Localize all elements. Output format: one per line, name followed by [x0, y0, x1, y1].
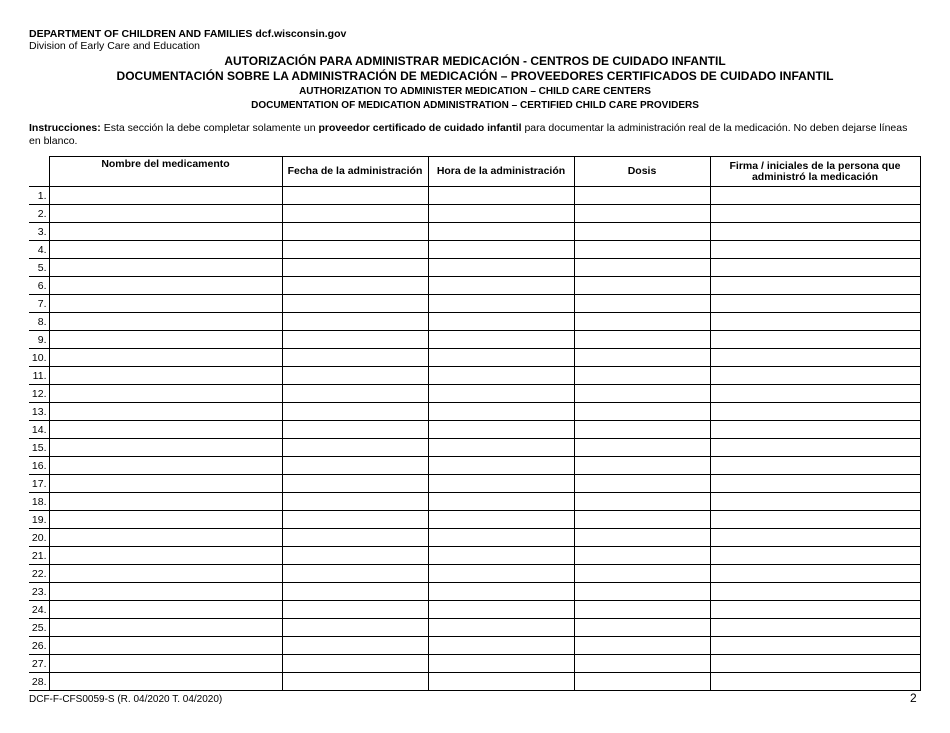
- date-cell[interactable]: [282, 529, 428, 547]
- table-row: [29, 295, 920, 313]
- table-row: [29, 457, 920, 475]
- row-number: 8.: [29, 313, 49, 331]
- dose-cell[interactable]: [574, 583, 710, 601]
- row-number: 12.: [29, 385, 49, 403]
- table-header-row: [29, 157, 920, 187]
- medication-name-cell[interactable]: [49, 385, 282, 403]
- table-row: [29, 439, 920, 457]
- row-number: 17.: [29, 475, 49, 493]
- date-cell[interactable]: [282, 511, 428, 529]
- row-number: 21.: [29, 547, 49, 565]
- table-row: [29, 223, 920, 241]
- dose-cell[interactable]: [574, 493, 710, 511]
- time-cell[interactable]: [428, 457, 574, 475]
- row-number: 11.: [29, 367, 49, 385]
- row-number: 1.: [29, 187, 49, 205]
- signature-cell[interactable]: [710, 583, 920, 601]
- table-row: [29, 313, 920, 331]
- time-cell[interactable]: [428, 565, 574, 583]
- table-row: [29, 349, 920, 367]
- table-row: [29, 421, 920, 439]
- time-cell[interactable]: [428, 313, 574, 331]
- time-cell[interactable]: [428, 223, 574, 241]
- row-number-header: [29, 157, 49, 187]
- table-row: [29, 655, 920, 673]
- signature-cell[interactable]: [710, 349, 920, 367]
- date-cell[interactable]: [282, 547, 428, 565]
- row-number: 16.: [29, 457, 49, 475]
- row-number: 14.: [29, 421, 49, 439]
- table-row: [29, 241, 920, 259]
- table-row: [29, 637, 920, 655]
- medication-name-cell[interactable]: [49, 493, 282, 511]
- time-cell[interactable]: [428, 295, 574, 313]
- date-cell[interactable]: [282, 367, 428, 385]
- form-number: DCF-F-CFS0059-S (R. 04/2020 T. 04/2020): [29, 694, 223, 705]
- column-header-dose: Dosis: [574, 157, 710, 187]
- signature-cell[interactable]: [710, 547, 920, 565]
- dose-cell[interactable]: [574, 619, 710, 637]
- dose-cell[interactable]: [574, 313, 710, 331]
- date-cell[interactable]: [282, 493, 428, 511]
- dose-cell[interactable]: [574, 655, 710, 673]
- table-row: [29, 385, 920, 403]
- dose-cell[interactable]: [574, 187, 710, 205]
- date-cell[interactable]: [282, 187, 428, 205]
- date-cell[interactable]: [282, 331, 428, 349]
- time-cell[interactable]: [428, 655, 574, 673]
- signature-cell[interactable]: [710, 259, 920, 277]
- signature-cell[interactable]: [710, 385, 920, 403]
- date-cell[interactable]: [282, 295, 428, 313]
- dose-cell[interactable]: [574, 241, 710, 259]
- signature-cell[interactable]: [710, 331, 920, 349]
- table-row: [29, 259, 920, 277]
- row-number: 7.: [29, 295, 49, 313]
- signature-cell[interactable]: [710, 223, 920, 241]
- signature-cell[interactable]: [710, 277, 920, 295]
- title-english-authorization: AUTHORIZATION TO ADMINISTER MEDICATION – CHILD CARE CENTERS: [299, 86, 651, 97]
- row-number: 27.: [29, 655, 49, 673]
- time-cell[interactable]: [428, 385, 574, 403]
- time-cell[interactable]: [428, 349, 574, 367]
- time-cell[interactable]: [428, 583, 574, 601]
- medication-name-cell[interactable]: [49, 565, 282, 583]
- instructions-bold-text: proveedor certificado de cuidado infantil: [318, 122, 522, 134]
- time-cell[interactable]: [428, 637, 574, 655]
- table-row: [29, 475, 920, 493]
- row-number: 18.: [29, 493, 49, 511]
- form-titles: [0, 54, 950, 112]
- instructions-text-after: para documentar la administración real de la medicación. No deben dejarse líneas en blanco.: [29, 122, 908, 147]
- table-row: [29, 511, 920, 529]
- date-cell[interactable]: [282, 457, 428, 475]
- date-cell[interactable]: [282, 385, 428, 403]
- signature-cell[interactable]: [710, 421, 920, 439]
- row-number: 3.: [29, 223, 49, 241]
- dose-cell[interactable]: [574, 295, 710, 313]
- time-cell[interactable]: [428, 403, 574, 421]
- row-number: 19.: [29, 511, 49, 529]
- date-cell[interactable]: [282, 259, 428, 277]
- time-cell[interactable]: [428, 475, 574, 493]
- medication-name-cell[interactable]: [49, 403, 282, 421]
- medication-name-cell[interactable]: [49, 583, 282, 601]
- date-cell[interactable]: [282, 565, 428, 583]
- dose-cell[interactable]: [574, 421, 710, 439]
- title-english-documentation: DOCUMENTATION OF MEDICATION ADMINISTRATION – CERTIFIED CHILD CARE PROVIDERS: [251, 100, 699, 111]
- medication-name-cell[interactable]: [49, 619, 282, 637]
- time-cell[interactable]: [428, 187, 574, 205]
- medication-name-cell[interactable]: [49, 223, 282, 241]
- date-cell[interactable]: [282, 619, 428, 637]
- row-number: 5.: [29, 259, 49, 277]
- page-number: 2: [910, 691, 917, 705]
- row-number: 28.: [29, 673, 49, 691]
- time-cell[interactable]: [428, 277, 574, 295]
- dose-cell[interactable]: [574, 439, 710, 457]
- signature-cell[interactable]: [710, 655, 920, 673]
- row-number: 20.: [29, 529, 49, 547]
- date-cell[interactable]: [282, 349, 428, 367]
- medication-name-cell[interactable]: [49, 259, 282, 277]
- dose-cell[interactable]: [574, 403, 710, 421]
- row-number: 23.: [29, 583, 49, 601]
- signature-cell[interactable]: [710, 511, 920, 529]
- medication-name-cell[interactable]: [49, 241, 282, 259]
- dose-cell[interactable]: [574, 367, 710, 385]
- medication-name-cell[interactable]: [49, 331, 282, 349]
- time-cell[interactable]: [428, 439, 574, 457]
- medication-log-table: [29, 156, 921, 691]
- date-cell[interactable]: [282, 655, 428, 673]
- signature-cell[interactable]: [710, 313, 920, 331]
- time-cell[interactable]: [428, 547, 574, 565]
- date-cell[interactable]: [282, 583, 428, 601]
- row-number: 2.: [29, 205, 49, 223]
- title-spanish-authorization: AUTORIZACIÓN PARA ADMINISTRAR MEDICACIÓN - CENTROS DE CUIDADO INFANTIL: [224, 54, 726, 68]
- medication-name-cell[interactable]: [49, 367, 282, 385]
- signature-cell[interactable]: [710, 187, 920, 205]
- medication-name-cell[interactable]: [49, 421, 282, 439]
- department-name: DEPARTMENT OF CHILDREN AND FAMILIES dcf.wisconsin.gov: [29, 28, 347, 40]
- time-cell[interactable]: [428, 241, 574, 259]
- time-cell[interactable]: [428, 259, 574, 277]
- date-cell[interactable]: [282, 637, 428, 655]
- dose-cell[interactable]: [574, 601, 710, 619]
- row-number: 9.: [29, 331, 49, 349]
- date-cell[interactable]: [282, 439, 428, 457]
- signature-cell[interactable]: [710, 367, 920, 385]
- dose-cell[interactable]: [574, 529, 710, 547]
- medication-name-cell[interactable]: [49, 655, 282, 673]
- signature-cell[interactable]: [710, 403, 920, 421]
- table-row: [29, 601, 920, 619]
- row-number: 25.: [29, 619, 49, 637]
- date-cell[interactable]: [282, 403, 428, 421]
- instructions-label: Instrucciones:: [29, 122, 101, 134]
- signature-cell[interactable]: [710, 619, 920, 637]
- medication-name-cell[interactable]: [49, 277, 282, 295]
- time-cell[interactable]: [428, 619, 574, 637]
- signature-cell[interactable]: [710, 529, 920, 547]
- medication-name-cell[interactable]: [49, 511, 282, 529]
- dose-cell[interactable]: [574, 547, 710, 565]
- date-cell[interactable]: [282, 475, 428, 493]
- medication-name-cell[interactable]: [49, 529, 282, 547]
- signature-cell[interactable]: [710, 601, 920, 619]
- medication-name-cell[interactable]: [49, 457, 282, 475]
- signature-cell[interactable]: [710, 673, 920, 691]
- table-row: [29, 331, 920, 349]
- medication-name-cell[interactable]: [49, 475, 282, 493]
- division-name: Division of Early Care and Education: [29, 40, 201, 52]
- row-number: 10.: [29, 349, 49, 367]
- time-cell[interactable]: [428, 493, 574, 511]
- signature-cell[interactable]: [710, 295, 920, 313]
- dose-cell[interactable]: [574, 205, 710, 223]
- time-cell[interactable]: [428, 205, 574, 223]
- table-row: [29, 529, 920, 547]
- signature-cell[interactable]: [710, 475, 920, 493]
- date-cell[interactable]: [282, 313, 428, 331]
- dose-cell[interactable]: [574, 475, 710, 493]
- signature-cell[interactable]: [710, 205, 920, 223]
- medication-name-cell[interactable]: [49, 673, 282, 691]
- time-cell[interactable]: [428, 331, 574, 349]
- row-number: 26.: [29, 637, 49, 655]
- row-number: 13.: [29, 403, 49, 421]
- medication-name-cell[interactable]: [49, 439, 282, 457]
- table-row: [29, 565, 920, 583]
- column-header-time: Hora de la administración: [428, 157, 574, 187]
- medication-name-cell[interactable]: [49, 637, 282, 655]
- column-header-medication-name: Nombre del medicamento: [49, 157, 282, 187]
- signature-cell[interactable]: [710, 457, 920, 475]
- row-number: 24.: [29, 601, 49, 619]
- signature-cell[interactable]: [710, 439, 920, 457]
- dose-cell[interactable]: [574, 259, 710, 277]
- dose-cell[interactable]: [574, 277, 710, 295]
- row-number: 4.: [29, 241, 49, 259]
- table-row: [29, 493, 920, 511]
- instructions: [29, 122, 919, 148]
- dose-cell[interactable]: [574, 637, 710, 655]
- table-row: [29, 403, 920, 421]
- column-header-signature: Firma / iniciales de la persona que administró la medicación: [710, 157, 920, 187]
- row-number: 15.: [29, 439, 49, 457]
- dose-cell[interactable]: [574, 223, 710, 241]
- table-row: [29, 205, 920, 223]
- row-number: 22.: [29, 565, 49, 583]
- row-number: 6.: [29, 277, 49, 295]
- time-cell[interactable]: [428, 673, 574, 691]
- dose-cell[interactable]: [574, 565, 710, 583]
- medication-name-cell[interactable]: [49, 187, 282, 205]
- date-cell[interactable]: [282, 673, 428, 691]
- dose-cell[interactable]: [574, 511, 710, 529]
- signature-cell[interactable]: [710, 241, 920, 259]
- table-row: [29, 547, 920, 565]
- table-row: [29, 277, 920, 295]
- time-cell[interactable]: [428, 529, 574, 547]
- date-cell[interactable]: [282, 601, 428, 619]
- medication-name-cell[interactable]: [49, 349, 282, 367]
- dose-cell[interactable]: [574, 385, 710, 403]
- date-cell[interactable]: [282, 277, 428, 295]
- table-row: [29, 619, 920, 637]
- date-cell[interactable]: [282, 223, 428, 241]
- title-spanish-documentation: DOCUMENTACIÓN SOBRE LA ADMINISTRACIÓN DE MEDICACIÓN – PROVEEDORES CERTIFICADOS DE CUIDADO INFANTIL: [116, 69, 834, 83]
- table-row: [29, 673, 920, 691]
- instructions-text-before: Esta sección la debe completar solamente un: [103, 122, 316, 134]
- time-cell[interactable]: [428, 511, 574, 529]
- table-row: [29, 187, 920, 205]
- signature-cell[interactable]: [710, 565, 920, 583]
- table-row: [29, 367, 920, 385]
- table-row: [29, 583, 920, 601]
- column-header-date: Fecha de la administración: [282, 157, 428, 187]
- medication-name-cell[interactable]: [49, 601, 282, 619]
- time-cell[interactable]: [428, 421, 574, 439]
- date-cell[interactable]: [282, 421, 428, 439]
- dose-cell[interactable]: [574, 673, 710, 691]
- medication-name-cell[interactable]: [49, 547, 282, 565]
- date-cell[interactable]: [282, 205, 428, 223]
- medication-name-cell[interactable]: [49, 295, 282, 313]
- signature-cell[interactable]: [710, 493, 920, 511]
- agency-header: [29, 28, 346, 52]
- signature-cell[interactable]: [710, 637, 920, 655]
- dose-cell[interactable]: [574, 457, 710, 475]
- date-cell[interactable]: [282, 241, 428, 259]
- time-cell[interactable]: [428, 367, 574, 385]
- medication-name-cell[interactable]: [49, 205, 282, 223]
- dose-cell[interactable]: [574, 349, 710, 367]
- dose-cell[interactable]: [574, 331, 710, 349]
- time-cell[interactable]: [428, 601, 574, 619]
- medication-name-cell[interactable]: [49, 313, 282, 331]
